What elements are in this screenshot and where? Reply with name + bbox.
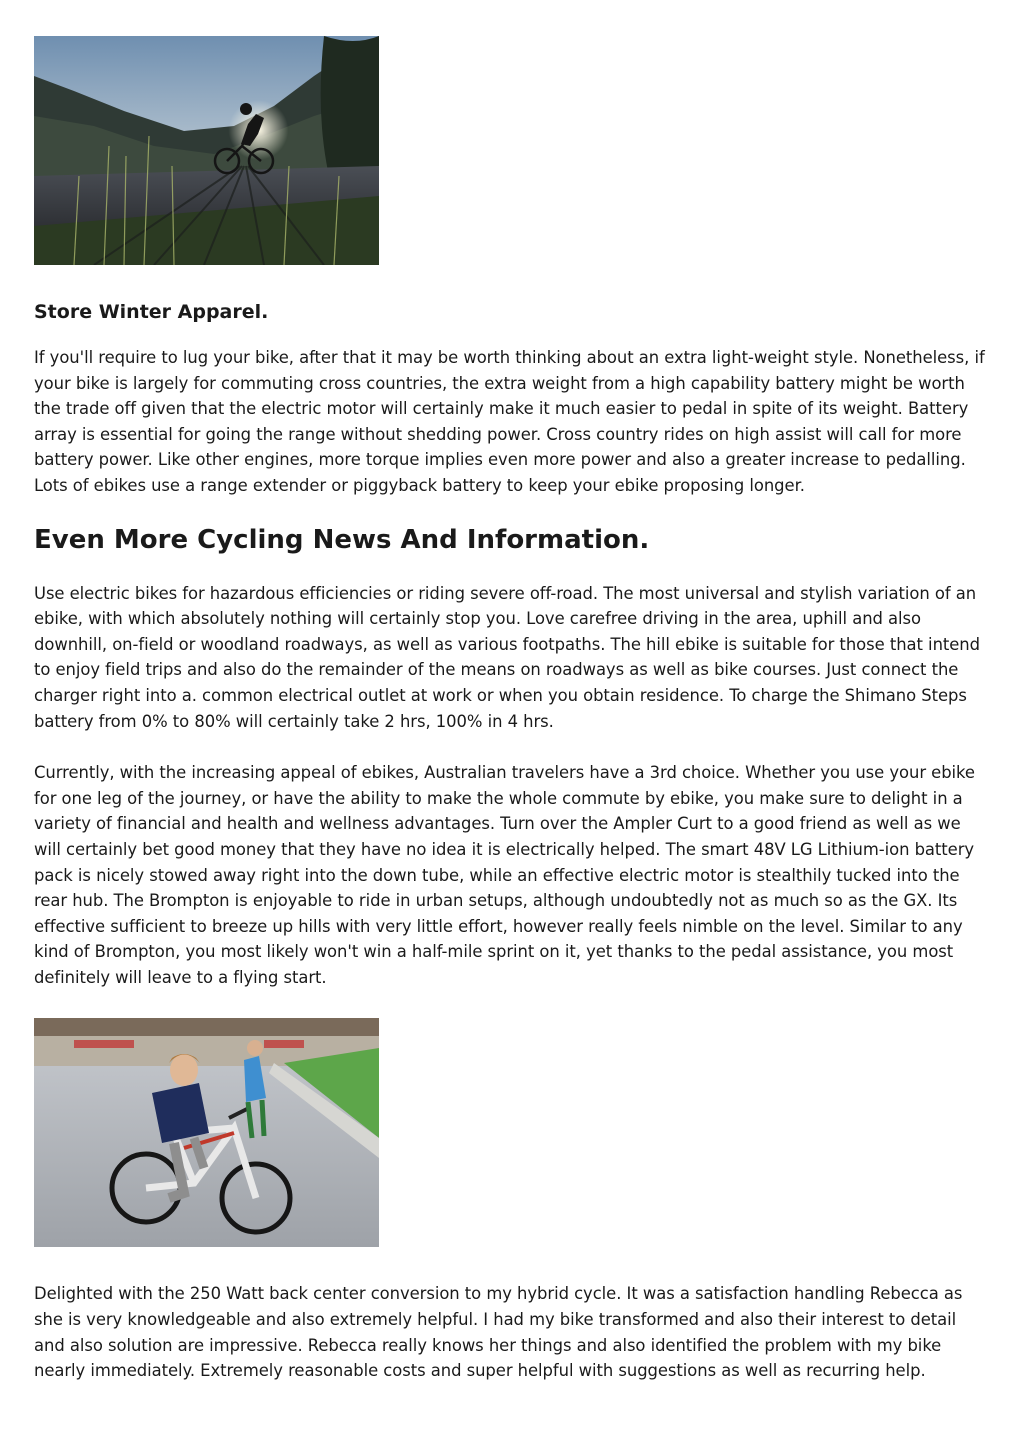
- section-heading-winter-apparel: Store Winter Apparel.: [34, 301, 269, 323]
- paragraph-2: Use electric bikes for hazardous efficiencies or riding severe off-road. The most universal and stylish variation of an ebike, with which absolutely nothing will certainly stop you. Love carefree driving in the area, uphill and also downhill, on-field or woodland roadways, as well as various footpaths. The hill ebike is suitable for those that intend to enjoy field trips and also do the remainder of the means on roadways as well as bike courses. Just connect the charger right into a. common electrical outlet at work or when you obtain residence. To charge the Shimano Steps battery from 0% to 80% will certainly take 2 hrs, 100% in 4 hrs.: [34, 583, 981, 731]
- section-heading-cycling-news: Even More Cycling News And Information.: [34, 524, 650, 555]
- paragraph-4: Delighted with the 250 Watt back center conversion to my hybrid cycle. It was a satisfaction handling Rebecca as she is very knowledgeable and also extremely helpful. I had my bike transformed and also their interest to detail and also solution are impressive. Rebecca really knows her things and also identified the problem with my bike nearly immediately. Extremely reasonable costs and super helpful with suggestions as well as recurring help.: [34, 1284, 963, 1381]
- boy-on-ebike-photo: [34, 1018, 379, 1247]
- paragraph-1: If you'll require to lug your bike, after that it may be worth thinking about an extra light-weight style. Nonetheless, if your bike is largely for commuting cross countries, the extra weight from a high capability battery might be worth the trade off given that the electric motor will certainly make it much easier to pedal in spite of its weight. Battery array is essential for going the range without shedding power. Cross country rides on high assist will call for more battery power. Like other engines, more torque implies even more power and also a greater increase to pedalling. Lots of ebikes use a range extender or piggyback battery to keep your ebike proposing longer.: [34, 348, 985, 495]
- article: [34, 36, 990, 1384]
- paragraph-3: Currently, with the increasing appeal of ebikes, Australian travelers have a 3rd choice. Whether you use your ebike for one leg of the journey, or have the ability to make the whole commute by ebike, you make sure to delight in a variety of financial and health and wellness advantages. Turn over the Ampler Curt to a good friend as well as we will certainly bet good money that they have no idea it is electrically helped. The smart 48V LG Lithium-ion battery pack is nicely stowed away right into the down tube, while an effective electric motor is stealthily tucked into the rear hub. The Brompton is enjoyable to ride in urban setups, although undoubtedly not as much so as the GX. Its effective sufficient to breeze up hills with very little effort, however really feels nimble on the level. Similar to any kind of Brompton, you most likely won't win a half-mile sprint on it, yet thanks to the pedal assistance, you most definitely will leave to a flying start.: [34, 763, 975, 987]
- cyclist-sunset-photo: [34, 36, 379, 265]
